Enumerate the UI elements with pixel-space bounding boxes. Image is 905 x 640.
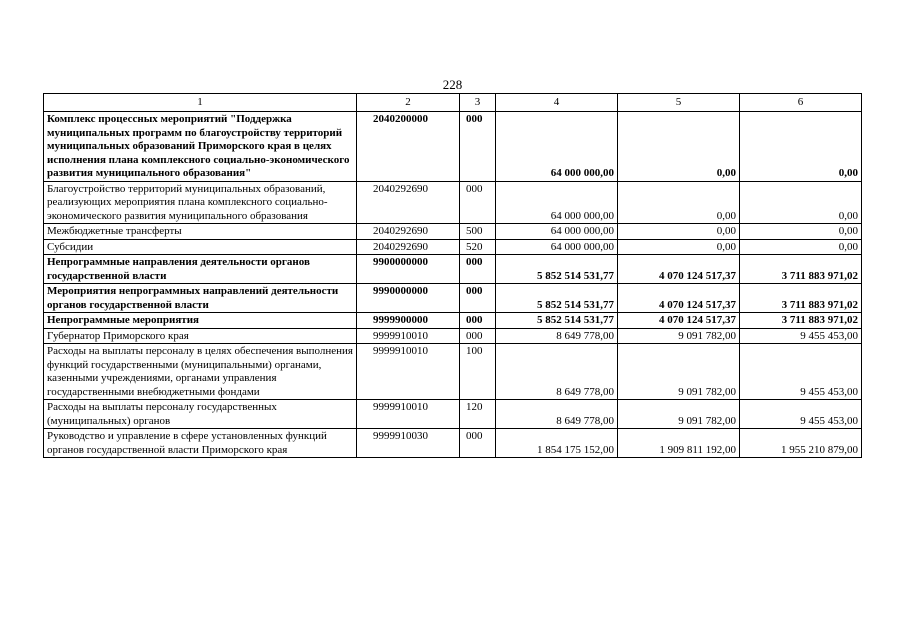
amount-col4-cell: 5 852 514 531,77 [496, 284, 618, 313]
table-row [44, 313, 862, 329]
amount-col6-cell: 9 455 453,00 [740, 344, 862, 400]
table-row [44, 224, 862, 240]
amount-col6-cell: 0,00 [740, 181, 862, 224]
amount-col4-cell: 64 000 000,00 [496, 112, 618, 182]
item-name-cell: Субсидии [44, 239, 357, 255]
target-code-cell: 2040292690 [357, 239, 460, 255]
expense-type-cell: 520 [460, 239, 496, 255]
table-row [44, 239, 862, 255]
table-row [44, 284, 862, 313]
amount-col6-cell: 9 455 453,00 [740, 328, 862, 344]
column-header-6: 6 [740, 94, 862, 112]
table-row [44, 255, 862, 284]
column-header-1: 1 [44, 94, 357, 112]
item-name-cell: Расходы на выплаты персоналу государственных (муниципальных) органов [44, 400, 357, 429]
amount-col5-cell: 0,00 [618, 224, 740, 240]
target-code-cell: 2040200000 [357, 112, 460, 182]
table-row [44, 181, 862, 224]
amount-col4-cell: 64 000 000,00 [496, 181, 618, 224]
amount-col5-cell: 9 091 782,00 [618, 400, 740, 429]
amount-col6-cell: 3 711 883 971,02 [740, 255, 862, 284]
table-row [44, 429, 862, 458]
table-row [44, 328, 862, 344]
expense-type-cell: 000 [460, 429, 496, 458]
expense-type-cell: 000 [460, 328, 496, 344]
amount-col6-cell: 3 711 883 971,02 [740, 284, 862, 313]
budget-table-body [44, 94, 862, 458]
item-name-cell: Мероприятия непрограммных направлений деятельности органов государственной власти [44, 284, 357, 313]
target-code-cell: 9999910010 [357, 344, 460, 400]
item-name-cell: Непрограммные мероприятия [44, 313, 357, 329]
amount-col6-cell: 3 711 883 971,02 [740, 313, 862, 329]
expense-type-cell: 000 [460, 313, 496, 329]
amount-col4-cell: 5 852 514 531,77 [496, 255, 618, 284]
amount-col4-cell: 64 000 000,00 [496, 239, 618, 255]
amount-col5-cell: 9 091 782,00 [618, 328, 740, 344]
target-code-cell: 9999900000 [357, 313, 460, 329]
amount-col5-cell: 4 070 124 517,37 [618, 255, 740, 284]
table-row [44, 112, 862, 182]
item-name-cell: Комплекс процессных мероприятий "Поддержка муниципальных программ по благоустройству территорий муниципальных образований Приморского края в целях исполнения плана комплексного социально-экономического развития муниципального образования" [44, 112, 357, 182]
target-code-cell: 9990000000 [357, 284, 460, 313]
item-name-cell: Руководство и управление в сфере установленных функций органов государственной власти Приморского края [44, 429, 357, 458]
target-code-cell: 9999910030 [357, 429, 460, 458]
column-header-4: 4 [496, 94, 618, 112]
amount-col5-cell: 0,00 [618, 181, 740, 224]
amount-col5-cell: 4 070 124 517,37 [618, 284, 740, 313]
amount-col6-cell: 0,00 [740, 112, 862, 182]
amount-col6-cell: 9 455 453,00 [740, 400, 862, 429]
target-code-cell: 9999910010 [357, 400, 460, 429]
item-name-cell: Непрограммные направления деятельности органов государственной власти [44, 255, 357, 284]
amount-col4-cell: 1 854 175 152,00 [496, 429, 618, 458]
page-number: 228 [442, 77, 463, 92]
expense-type-cell: 000 [460, 112, 496, 182]
expense-type-cell: 000 [460, 255, 496, 284]
item-name-cell: Межбюджетные трансферты [44, 224, 357, 240]
item-name-cell: Расходы на выплаты персоналу в целях обеспечения выполнения функций государственными (муниципальными) органами, казенными учреждениями, органами управления государственными внебюджетными фондами [44, 344, 357, 400]
expense-type-cell: 100 [460, 344, 496, 400]
amount-col6-cell: 0,00 [740, 239, 862, 255]
amount-col5-cell: 1 909 811 192,00 [618, 429, 740, 458]
amount-col4-cell: 8 649 778,00 [496, 344, 618, 400]
table-row [44, 400, 862, 429]
target-code-cell: 2040292690 [357, 224, 460, 240]
column-header-5: 5 [618, 94, 740, 112]
target-code-cell: 9999910010 [357, 328, 460, 344]
table-row [44, 344, 862, 400]
amount-col5-cell: 9 091 782,00 [618, 344, 740, 400]
amount-col5-cell: 0,00 [618, 112, 740, 182]
expense-type-cell: 120 [460, 400, 496, 429]
target-code-cell: 9900000000 [357, 255, 460, 284]
expense-type-cell: 500 [460, 224, 496, 240]
item-name-cell: Губернатор Приморского края [44, 328, 357, 344]
expense-type-cell: 000 [460, 181, 496, 224]
budget-table [43, 93, 862, 458]
item-name-cell: Благоустройство территорий муниципальных образований, реализующих мероприятия плана комплексного социально-экономического развития муниципального образования [44, 181, 357, 224]
amount-col5-cell: 4 070 124 517,37 [618, 313, 740, 329]
column-header-3: 3 [460, 94, 496, 112]
expense-type-cell: 000 [460, 284, 496, 313]
amount-col4-cell: 8 649 778,00 [496, 328, 618, 344]
amount-col5-cell: 0,00 [618, 239, 740, 255]
amount-col6-cell: 1 955 210 879,00 [740, 429, 862, 458]
amount-col4-cell: 8 649 778,00 [496, 400, 618, 429]
amount-col4-cell: 5 852 514 531,77 [496, 313, 618, 329]
column-header-2: 2 [357, 94, 460, 112]
amount-col4-cell: 64 000 000,00 [496, 224, 618, 240]
amount-col6-cell: 0,00 [740, 224, 862, 240]
target-code-cell: 2040292690 [357, 181, 460, 224]
table-header-row [44, 94, 862, 112]
